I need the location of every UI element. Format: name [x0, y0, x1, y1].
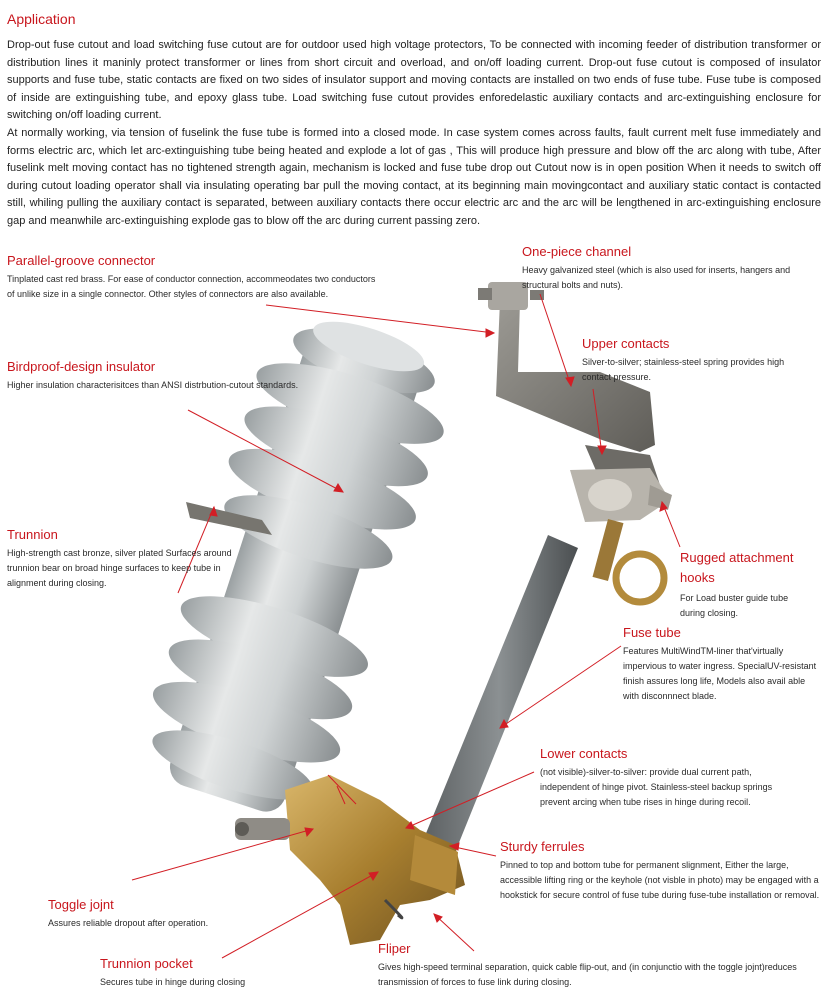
attachment-ring-shape: [593, 519, 664, 602]
application-title: Application: [7, 11, 76, 27]
one-piece-channel-shape: [496, 300, 660, 485]
callout-lower-contacts: [540, 746, 780, 810]
callout-description: For Load buster guide tube during closing.: [680, 593, 789, 618]
callout-parallel-groove-connector: [7, 253, 377, 302]
application-paragraph: At normally working, via tension of fuselink the fuse tube is formed into a closed mode. In case system comes across faults, fault current melt fuse immediately and forms electric arc, which let arc-extinguishing tube being heated and explode a lot of gas , This will produce high pressure and blow off the arc along with tube, After fuselink melt moving contact has no tightened strength again, mechanism is locked and fuse tube drop out Cutout now is in open position When it needs to switch off during cutout loading operator shall via insulating operating bar pull the moving contact, at its beginning main movingcontact and auxiliary static contact is contacted still, whiling pulling the auxiliary contact is separated, between auxiliary contacts there occur electric arc and the arc will be lengthened in arc-extinguishing enclosure gap and meanwhile arc-extinguishing explode gas to blow off the arc during current passing zero.: [7, 126, 821, 227]
callout-title: Sturdy ferrules: [500, 839, 585, 854]
callout-description: Higher insulation characterisitces than ANSI distrbution-cutout standards.: [7, 380, 299, 390]
callout-title: One-piece channel: [522, 244, 632, 259]
callout-sturdy-ferrules: [500, 839, 820, 903]
callout-birdproof-insulator: [7, 359, 307, 393]
callout-description: Tinplated cast red brass. For ease of conductor connection, accommeodates two conductors of unlike size in a single connector. Other styles of connectors are also available.: [7, 274, 376, 299]
callout-title: Trunnion: [7, 527, 58, 542]
callout-title: Rugged attachment hooks: [680, 550, 794, 585]
callout-description: Gives high-speed terminal separation, quick cable flip-out, and (in conjunctio with the toggle jojnt)reduces transmission of forces to fuse link during closing.: [378, 962, 797, 987]
callout-title: Birdproof-design insulator: [7, 359, 156, 374]
callout-description: Assures reliable dropout after operation.: [48, 918, 209, 928]
callout-trunnion: [7, 527, 235, 591]
callout-description: Secures tube in hinge during closing: [100, 977, 246, 987]
callout-upper-contacts: [582, 336, 814, 385]
callout-rugged-attachment-hooks: [680, 548, 815, 621]
callout-title: Upper contacts: [582, 336, 670, 351]
callout-title: Trunnion pocket: [100, 956, 193, 971]
callout-fuse-tube: [623, 625, 821, 704]
callout-description: Silver-to-silver; stainless-steel spring provides high contact pressure.: [582, 357, 785, 382]
callout-title: Fliper: [378, 941, 411, 956]
callout-toggle-joint: [48, 897, 268, 931]
callout-trunnion-pocket: [100, 956, 320, 990]
application-paragraph: Drop-out fuse cutout and load switching fuse cutout are for outdoor used high voltage protectors, To be connected with incoming feeder of distribution transformer or distribution lines it maninly protect transformer or lines from short circuit and overload, and on/off loading current. Drop-out fuse cutout is composed of insulator supports and fuse tube, static contacts are fixed on two sides of insulator support and moving contacts are installed on two ends of fuse tube. Fuse tube is composed of inside are extinguishing tube, and epoxy glass tube. Load switching fuse cutout provides enforedelastic auxiliary contacts and arc-extinguishing enclosure for switching on/off loading current.: [7, 39, 821, 122]
callout-description: Heavy galvanized steel (which is also used for inserts, hangers and structural bolts and nuts).: [522, 265, 791, 290]
callout-title: Lower contacts: [540, 746, 628, 761]
callout-title: Fuse tube: [623, 625, 681, 640]
callout-description: (not visible)-silver-to-silver: provide dual current path, independent of hinge pivot. Stainless-steel backup springs prevent arcing when tube rises in hinge during recoil.: [540, 767, 773, 807]
callout-description: Pinned to top and bottom tube for permanent slignment, Either the large, accessible lifting ring or the keyhole (not visble in photo) may be engaged with a hookstick for secure control of fuse tube during fuse-tube installation or removal.: [500, 860, 820, 900]
callout-description: Features MultiWindTM-liner that'virtually impervious to water ingress. SpecialUV-resistant finish assures long life, Models also avail able with disconnnect blade.: [623, 646, 817, 701]
callout-description: High-strength cast bronze, silver plated Surfaces around trunnion bear on broad hinge surfaces to keep tube in alignment during closing.: [7, 548, 232, 588]
callout-fliper: [378, 941, 798, 990]
callout-title: Toggle jojnt: [48, 897, 114, 912]
callout-title: Parallel-groove connector: [7, 253, 156, 268]
callout-one-piece-channel: [522, 244, 812, 293]
